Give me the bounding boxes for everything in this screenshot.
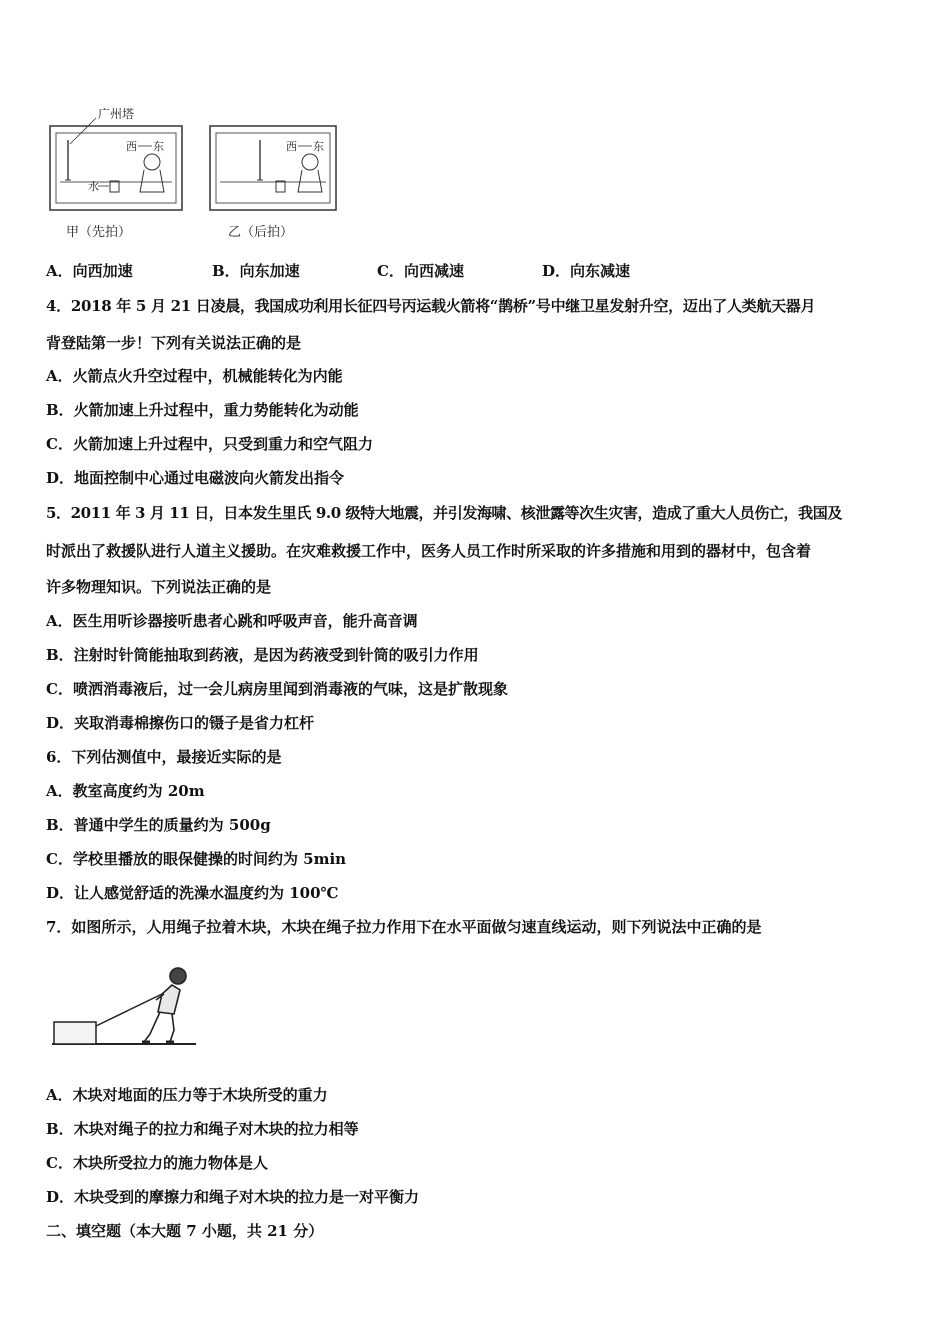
q3-figure <box>40 100 350 250</box>
rope <box>96 994 162 1026</box>
west-label-right: 西 <box>286 140 297 153</box>
water-label: 水 <box>88 180 99 193</box>
east-label: 东 <box>153 140 164 153</box>
q5-option-a[interactable]: A．医生用听诊器接听患者心跳和呼吸声音，能升高音调 <box>46 612 418 630</box>
tower-label: 广州塔 <box>98 107 135 121</box>
q6-stem: 6．下列估测值中，最接近实际的是 <box>46 748 282 766</box>
caption-jia: 甲（先拍） <box>66 225 132 240</box>
caption-yi: 乙（后拍） <box>228 225 294 240</box>
q5-stem-line1: 5．2011 年 3 月 11 日，日本发生里氏 9.0 级特大地震，并引发海啸、核泄露等次生灾害，造成了重大人员伤亡，我国及 <box>46 504 842 522</box>
q7-stem: 7．如图所示，人用绳子拉着木块，木块在绳子拉力作用下在水平面做匀速直线运动，则下列说法中正确的是 <box>46 918 762 936</box>
q7-option-d[interactable]: D．木块受到的摩擦力和绳子对木块的拉力是一对平衡力 <box>46 1188 420 1206</box>
q3-options <box>46 261 906 281</box>
q3-option-c[interactable]: C．向西减速 <box>377 262 464 280</box>
q6-option-a[interactable]: A．教室高度约为 20m <box>46 782 205 800</box>
q7-option-c[interactable]: C．木块所受拉力的施力物体是人 <box>46 1154 268 1172</box>
q3-option-d[interactable]: D．向东减速 <box>542 262 631 280</box>
q7-figure <box>46 960 206 1055</box>
section-heading: 二、填空题（本大题 7 小题，共 21 分） <box>46 1222 324 1240</box>
q5-stem-line2: 时派出了救援队进行人道主义援助。在灾难救援工作中，医务人员工作时所采取的许多措施和用到的器材中，包含着 <box>46 542 812 560</box>
q4-option-c[interactable]: C．火箭加速上升过程中，只受到重力和空气阻力 <box>46 435 373 453</box>
q4-stem-line2: 背登陆第一步！下列有关说法正确的是 <box>46 334 302 352</box>
q4-option-b[interactable]: B．火箭加速上升过程中，重力势能转化为动能 <box>46 401 359 419</box>
q6-option-b[interactable]: B．普通中学生的质量约为 500g <box>46 816 271 834</box>
wood-block <box>54 1022 96 1044</box>
q4-stem-line1: 4．2018 年 5 月 21 日凌晨，我国成功利用长征四号丙运载火箭将“鹊桥”号中继卫星发射升空，迈出了人类航天器月 <box>46 297 816 315</box>
q3-option-a[interactable]: A．向西加速 <box>46 262 133 280</box>
east-label-right: 东 <box>313 140 324 153</box>
q7-option-a[interactable]: A．木块对地面的压力等于木块所受的重力 <box>46 1086 328 1104</box>
q5-option-c[interactable]: C．喷洒消毒液后，过一会儿病房里闻到消毒液的气味，这是扩散现象 <box>46 680 508 698</box>
q7-option-b[interactable]: B．木块对绳子的拉力和绳子对木块的拉力相等 <box>46 1120 359 1138</box>
q6-option-c[interactable]: C．学校里播放的眼保健操的时间约为 5min <box>46 850 347 868</box>
photo-yi <box>210 126 336 210</box>
q6-option-d[interactable]: D．让人感觉舒适的洗澡水温度约为 100℃ <box>46 884 339 902</box>
q5-option-d[interactable]: D．夹取消毒棉擦伤口的镊子是省力杠杆 <box>46 714 315 732</box>
q5-stem-line3: 许多物理知识。下列说法正确的是 <box>46 578 272 596</box>
q3-option-b[interactable]: B．向东加速 <box>212 262 300 280</box>
q4-option-d[interactable]: D．地面控制中心通过电磁波向火箭发出指令 <box>46 469 345 487</box>
q5-option-b[interactable]: B．注射时针筒能抽取到药液，是因为药液受到针筒的吸引力作用 <box>46 646 479 664</box>
person-pulling <box>142 968 186 1042</box>
q4-option-a[interactable]: A．火箭点火升空过程中，机械能转化为内能 <box>46 367 343 385</box>
west-label: 西 <box>126 140 137 153</box>
photo-jia <box>50 118 182 210</box>
